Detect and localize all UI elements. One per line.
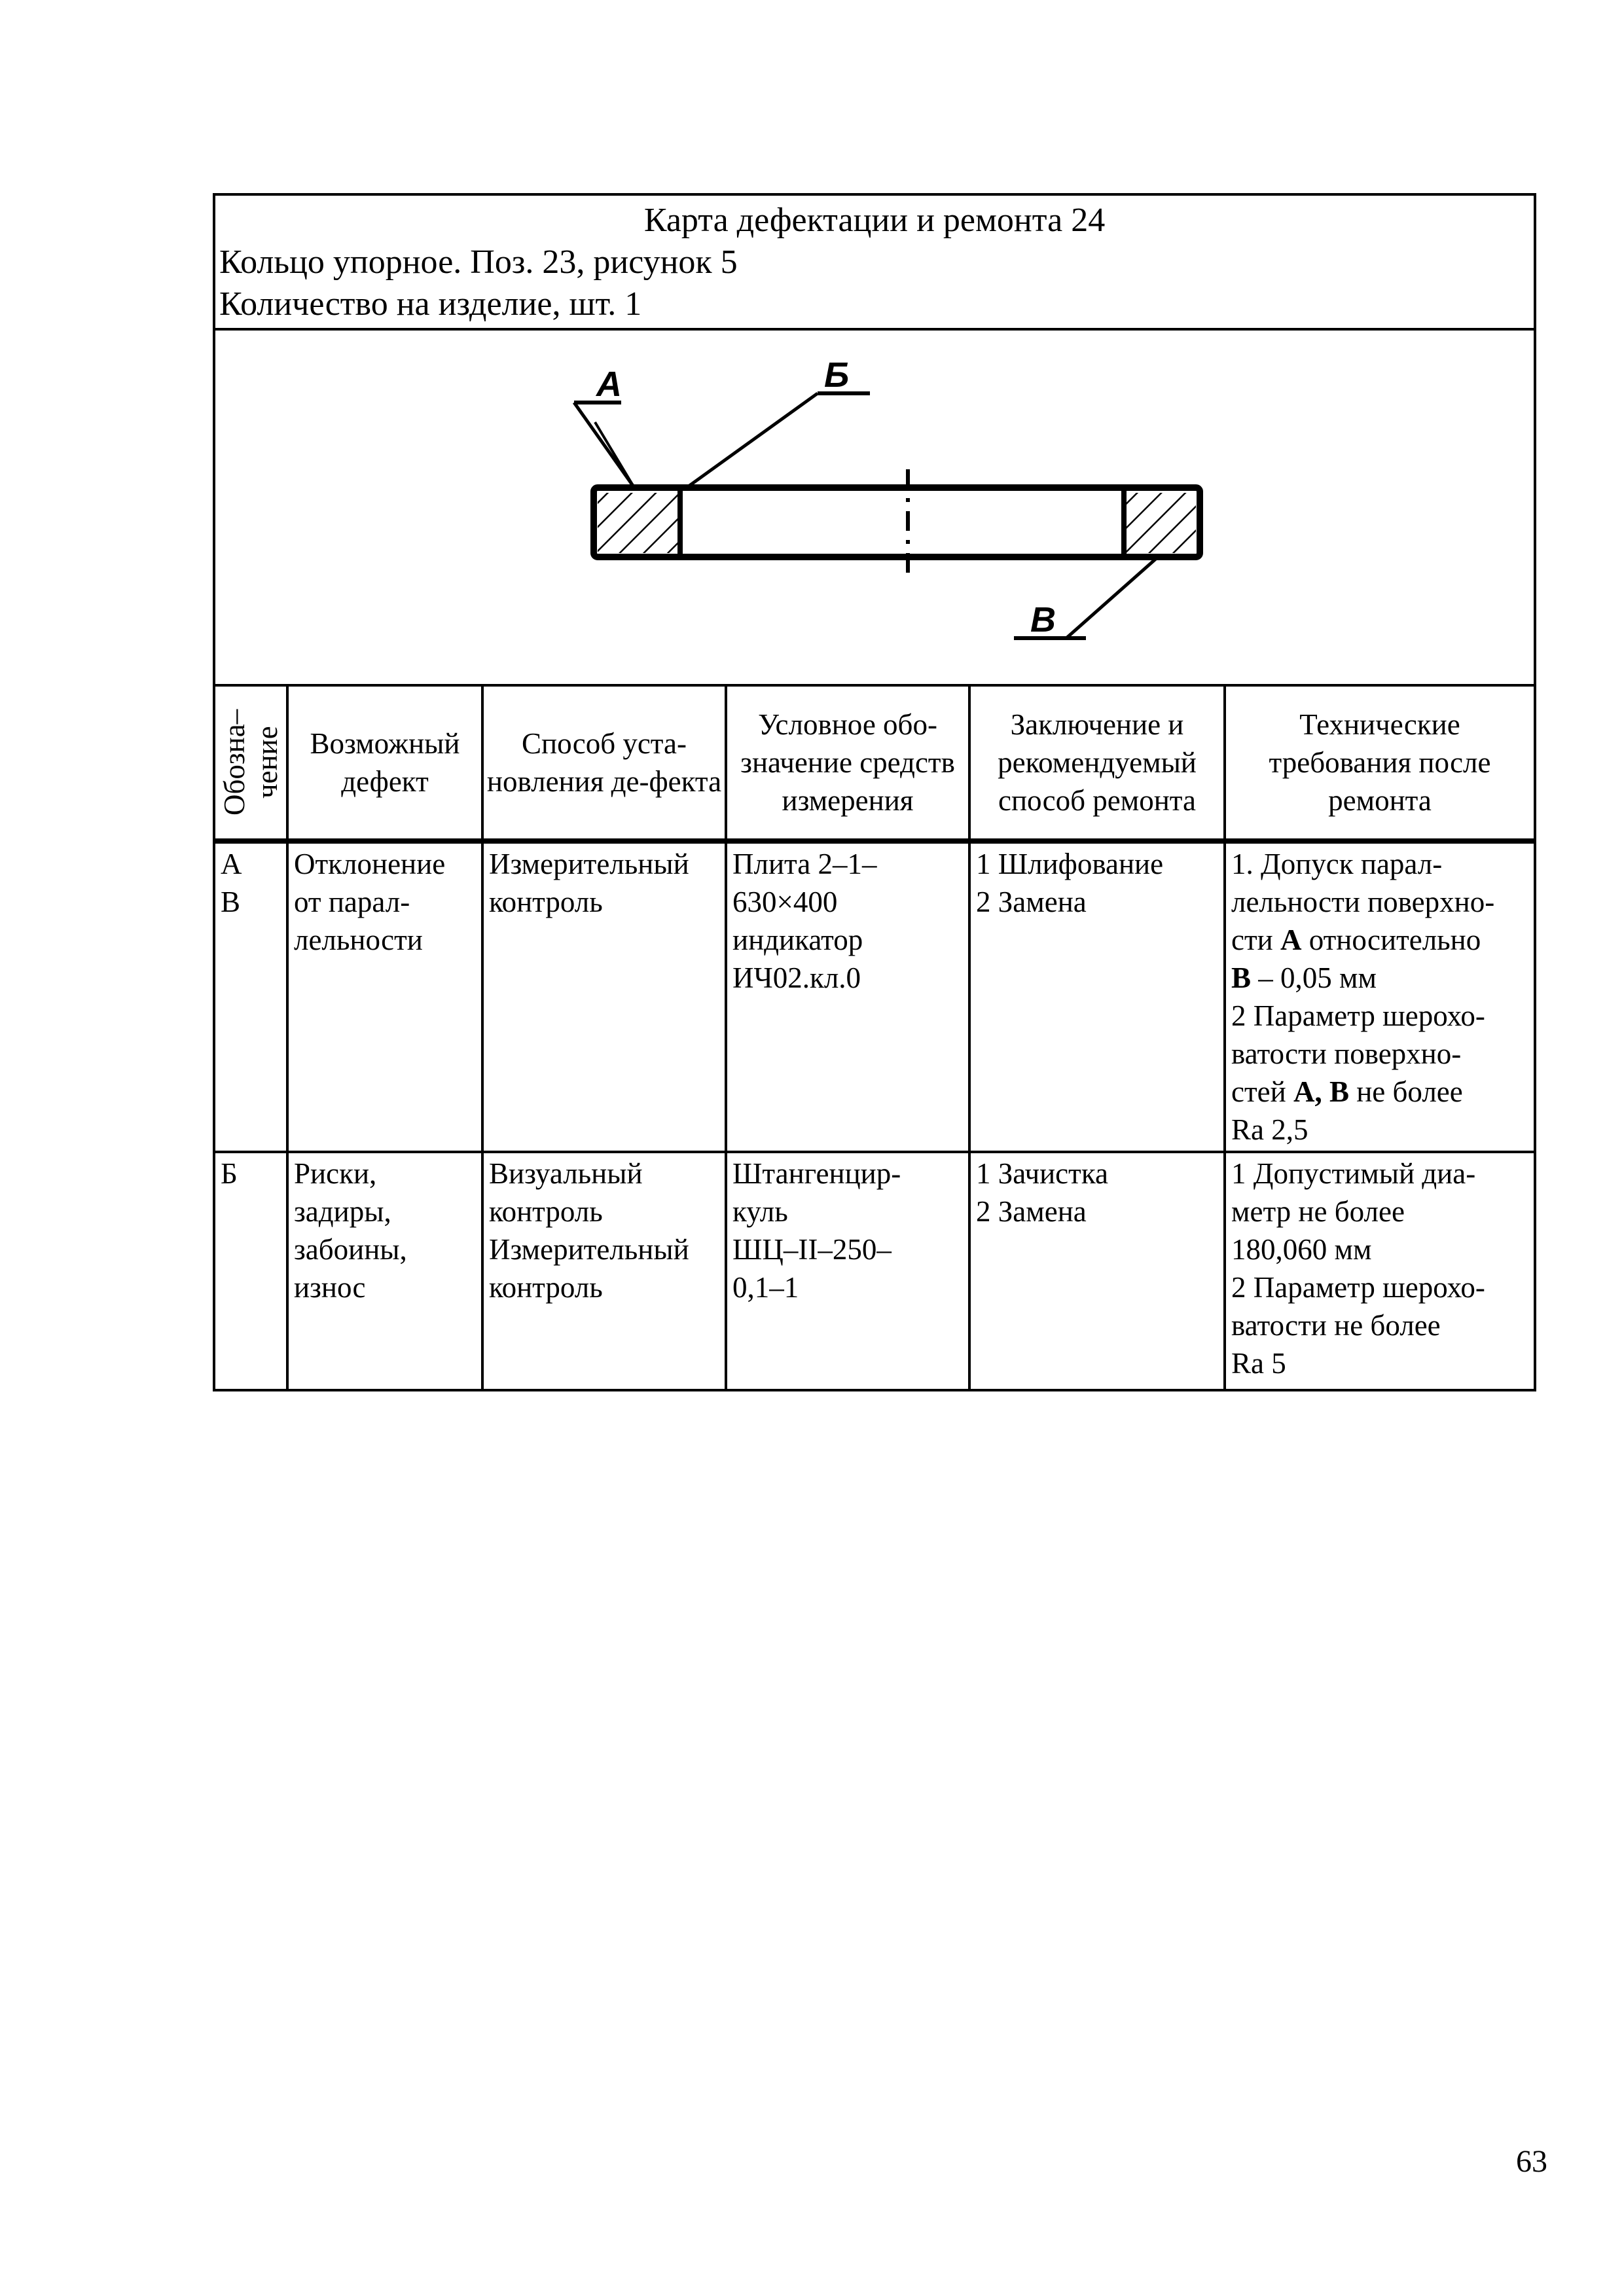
cell-method: Визуальный контроль Измерительный контроль [482, 1152, 726, 1390]
cell-designation: Б [214, 1152, 287, 1390]
page-number: 63 [1516, 2144, 1547, 2179]
card-header [214, 194, 1535, 329]
ring-outline [594, 488, 1200, 557]
label-a: А [596, 365, 622, 404]
col-requirements: Технические требования после ремонта [1225, 685, 1535, 841]
label-v: В [1030, 600, 1056, 639]
cell-method: Измерительный контроль [482, 841, 726, 1152]
table-row [214, 841, 1535, 1152]
cell-designation: А В [214, 841, 287, 1152]
cell-requirements: 1 Допустимый диа- метр не более 180,060 мм 2 Параметр шерохо- ватости не более Ra 5 [1225, 1152, 1535, 1390]
part-drawing [214, 329, 1535, 685]
cell-repair: 1 Зачистка 2 Замена [969, 1152, 1225, 1390]
table-row [214, 1152, 1535, 1390]
col-defect: Возможный дефект [287, 685, 482, 841]
defect-table [213, 193, 1536, 1391]
cell-requirements: 1. Допуск парал- лельности поверхно- сти А относительно В – 0,05 мм 2 Параметр шерохо- ватости поверхно- стей А, В не более Ra 2,5 [1225, 841, 1535, 1152]
left-section-hatch [598, 493, 679, 553]
right-section-hatch [1125, 493, 1196, 553]
cell-repair: 1 Шлифование 2 Замена [969, 841, 1225, 1152]
col-designation: Обозна– чение [214, 685, 287, 841]
col-tools: Условное обо-значение средств измерения [726, 685, 969, 841]
cell-tools: Плита 2–1– 630×400 индикатор ИЧ02.кл.0 [726, 841, 969, 1152]
cell-defect: Отклонение от парал- лельности [287, 841, 482, 1152]
cell-defect: Риски, задиры, забоины, износ [287, 1152, 482, 1390]
card-title: Карта дефектации и ремонта 24 [643, 202, 1106, 239]
col-repair: Заключение и рекомендуемый способ ремонта [969, 685, 1225, 841]
col-method: Способ уста-новления де-фекта [482, 685, 726, 841]
defect-card [213, 193, 1534, 1378]
label-b: Б [824, 355, 850, 395]
ring-drawing-icon [215, 331, 1531, 684]
quantity-line: Количество на изделие, шт. 1 [219, 285, 642, 323]
part-name: Кольцо упорное. Поз. 23, рисунок 5 [219, 243, 738, 281]
column-headers [214, 685, 1535, 841]
cell-tools: Штангенцир- куль ШЦ–II–250– 0,1–1 [726, 1152, 969, 1390]
